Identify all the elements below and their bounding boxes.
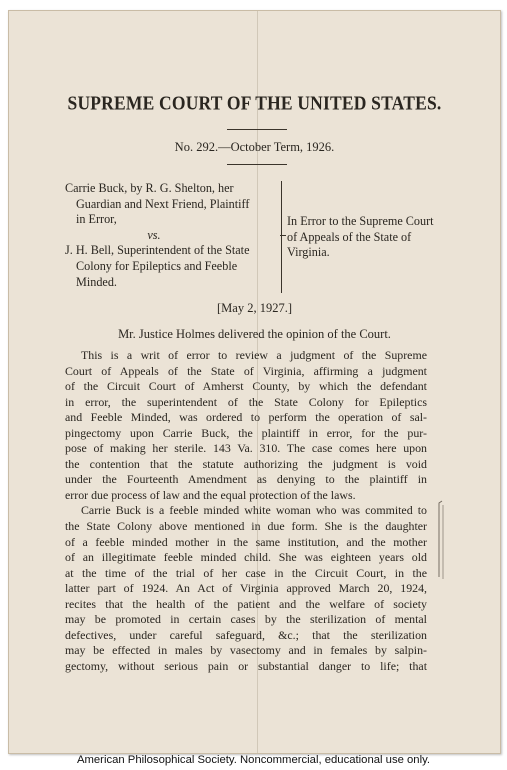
body-line: the State Colony above mentioned in due form. She is the daughter [65,519,427,534]
body-line: of an illegitimate feeble minded child. She was eighteen years old [65,550,427,565]
body-line: and Feeble Minded, was ordered to perform the operation of sal- [65,410,427,425]
document-title: SUPREME COURT OF THE UNITED STATES. [67,91,442,115]
footer-credit: American Philosophical Society. Noncommercial, educational use only. [76,754,431,766]
body-line: pose of making her sterile. 143 Va. 310. The case comes here upon [65,441,427,456]
caption-line: in Error, [76,212,117,227]
body-line: gectomy, without serious pain or substantial danger to life; that [65,658,427,673]
docket-number: No. 292.—October Term, 1926. [174,140,335,154]
body-line: This is a writ of error to review a judgment of the Supreme [81,348,427,362]
body-line: the contention that the statute authorizing the judgment is void [65,456,427,471]
document-page [8,10,501,754]
body-line: of the Circuit Court of Amherst County, by which the defendant [65,379,427,394]
body-line: at the time of the trial of her case in the Circuit Court, in the [65,565,427,580]
caption-line: J. H. Bell, Superintendent of the State [65,243,250,258]
caption-versus: vs. [147,227,161,242]
body-line: latter part of 1924. An Act of Virginia approved March 20, 1924, [65,581,427,596]
pencil-margin-mark [436,499,446,581]
body-line: recites that the health of the patient and the welfare of society [65,596,427,611]
caption-line: Carrie Buck, by R. G. Shelton, her [65,181,234,195]
caption-brace-tip [280,235,286,236]
body-line: Carrie Buck is a feeble minded white woman who was commited to [81,503,427,518]
body-line: may be effected in males by vasectomy and in females by salpin- [65,643,427,658]
caption-line: Colony for Epileptics and Feeble [76,258,238,273]
title-rule-top [227,129,287,130]
case-caption [65,181,273,290]
caption-brace [275,181,282,293]
body-line: pingectomy upon Carrie Buck, the plaintiff in error, for the pur- [65,425,427,440]
body-line: error due process of law and the equal protection of the laws. [65,487,356,502]
caption-line: Minded. [76,274,117,289]
body-line: defectives, under careful safeguard, &c.; that the sterilization [65,627,427,642]
decision-date: [May 2, 1927.] [217,301,292,315]
body-line: Court of Appeals of the State of Virginia, affirming a judgment [65,363,427,378]
body-line: in error, the superintendent of the State Colony for Epileptics [65,394,427,409]
body-line: under the Fourteenth Amendment as denying to the plaintiff in [65,472,427,487]
body-line: of a feeble minded mother in the same institution, and the mother [65,534,427,549]
opinion-heading: Mr. Justice Holmes delivered the opinion of the Court. [118,327,391,341]
error-note: In Error to the Supreme Court of Appeals of the State of Virginia. [287,214,434,260]
title-rule-bottom [227,164,287,165]
caption-line: Guardian and Next Friend, Plaintiff [76,196,250,211]
opinion-body [65,348,427,674]
body-line: may be promoted in certain cases by the sterilization of mental [65,612,427,627]
